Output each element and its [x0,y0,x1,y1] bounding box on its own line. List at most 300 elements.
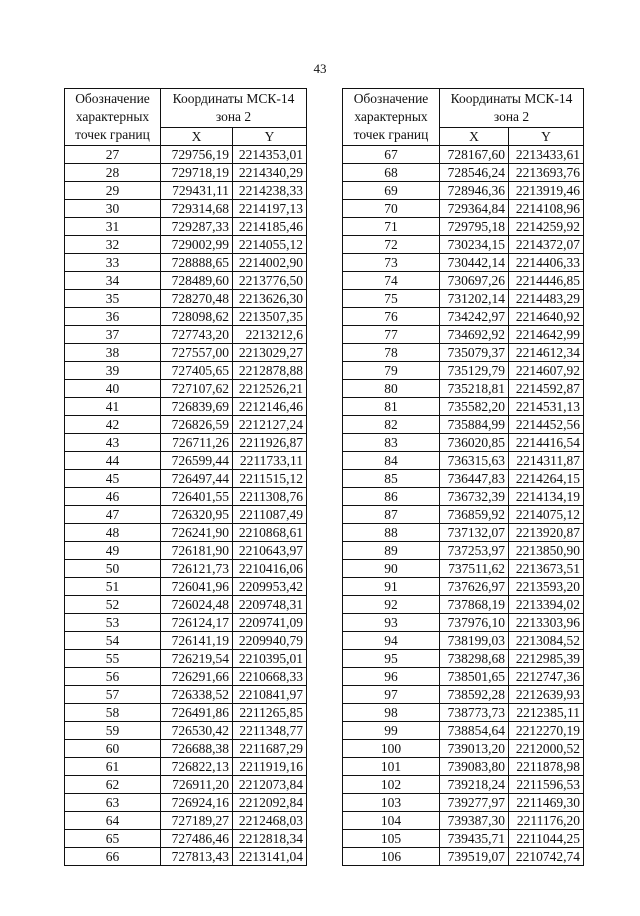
table-row [343,182,584,200]
y-coordinate-cell: 2211515,12 [233,470,307,488]
y-coordinate-cell: 2214640,92 [509,308,584,326]
y-coordinate-cell: 2214311,87 [509,452,584,470]
y-coordinate-cell: 2212639,93 [509,686,584,704]
x-coordinate-cell: 730234,15 [440,236,509,254]
x-coordinate-cell: 726711,26 [161,434,233,452]
table-row [65,596,307,614]
y-coordinate-cell: 2214197,13 [233,200,307,218]
x-coordinate-cell: 729287,33 [161,218,233,236]
x-coordinate-cell: 735884,99 [440,416,509,434]
x-coordinate-cell: 726530,42 [161,722,233,740]
point-number-cell: 92 [343,596,440,614]
table-row [343,362,584,380]
x-coordinate-cell: 736315,63 [440,452,509,470]
point-number-cell: 93 [343,614,440,632]
table-row [65,182,307,200]
y-coordinate-cell: 2213593,20 [509,578,584,596]
point-number-cell: 102 [343,776,440,794]
table-row [343,254,584,272]
table-row [343,722,584,740]
x-coordinate-cell: 736732,39 [440,488,509,506]
y-coordinate-cell: 2211687,29 [233,740,307,758]
y-coordinate-cell: 2213626,30 [233,290,307,308]
point-number-cell: 32 [65,236,161,254]
coordinates-table-right [342,88,584,866]
y-coordinate-cell: 2211596,53 [509,776,584,794]
y-coordinate-cell: 2210668,33 [233,668,307,686]
table-row [65,290,307,308]
table-row [343,344,584,362]
point-number-cell: 79 [343,362,440,380]
table-row [65,308,307,326]
y-coordinate-cell: 2214592,87 [509,380,584,398]
point-number-cell: 100 [343,740,440,758]
table-row [65,830,307,848]
table-row [343,470,584,488]
table-row [65,200,307,218]
y-coordinate-cell: 2214055,12 [233,236,307,254]
table-row [343,668,584,686]
x-coordinate-cell: 737626,97 [440,578,509,596]
page-number: 43 [313,61,327,76]
x-coordinate-cell: 726124,17 [161,614,233,632]
x-coordinate-cell: 738854,64 [440,722,509,740]
y-coordinate-cell: 2210395,01 [233,650,307,668]
x-coordinate-cell: 730442,14 [440,254,509,272]
y-coordinate-cell: 2210868,61 [233,524,307,542]
y-coordinate-cell: 2214607,92 [509,362,584,380]
table-row [343,614,584,632]
x-coordinate-cell: 736020,85 [440,434,509,452]
x-coordinate-cell: 734692,92 [440,326,509,344]
point-number-cell: 75 [343,290,440,308]
y-coordinate-cell: 2211176,20 [509,812,584,830]
y-coordinate-cell: 2210742,74 [509,848,584,866]
table-row [343,758,584,776]
point-number-cell: 78 [343,344,440,362]
x-header: X [161,128,233,146]
point-number-cell: 85 [343,470,440,488]
y-coordinate-cell: 2213433,61 [509,146,584,164]
point-number-cell: 86 [343,488,440,506]
table-row [65,632,307,650]
y-coordinate-cell: 2211044,25 [509,830,584,848]
x-coordinate-cell: 730697,26 [440,272,509,290]
table-row [343,506,584,524]
point-number-cell: 95 [343,650,440,668]
x-coordinate-cell: 726826,59 [161,416,233,434]
table-row [343,290,584,308]
point-number-cell: 96 [343,668,440,686]
y-coordinate-cell: 2214372,07 [509,236,584,254]
coordinates-header: Координаты МСК-14 зона 2 [161,89,307,128]
table-row [343,560,584,578]
y-coordinate-cell: 2214353,01 [233,146,307,164]
x-coordinate-cell: 728167,60 [440,146,509,164]
y-coordinate-cell: 2211878,98 [509,758,584,776]
point-number-cell: 103 [343,794,440,812]
y-coordinate-cell: 2214531,13 [509,398,584,416]
point-number-cell: 51 [65,578,161,596]
coordinates-table-left [64,88,307,866]
x-coordinate-cell: 739013,20 [440,740,509,758]
x-coordinate-cell: 726141,19 [161,632,233,650]
table-row [65,164,307,182]
point-number-cell: 94 [343,632,440,650]
table-row [65,416,307,434]
point-number-cell: 80 [343,380,440,398]
y-coordinate-cell: 2212000,52 [509,740,584,758]
y-coordinate-cell: 2211926,87 [233,434,307,452]
point-number-cell: 61 [65,758,161,776]
y-coordinate-cell: 2214406,33 [509,254,584,272]
y-coordinate-cell: 2214259,92 [509,218,584,236]
x-coordinate-cell: 726181,90 [161,542,233,560]
point-number-cell: 38 [65,344,161,362]
point-number-cell: 104 [343,812,440,830]
x-coordinate-cell: 727405,65 [161,362,233,380]
point-number-cell: 50 [65,560,161,578]
point-number-cell: 82 [343,416,440,434]
x-coordinate-cell: 726599,44 [161,452,233,470]
point-number-cell: 88 [343,524,440,542]
table-row [343,632,584,650]
point-number-cell: 87 [343,506,440,524]
y-coordinate-cell: 2214075,12 [509,506,584,524]
table-row [343,488,584,506]
x-coordinate-cell: 729431,11 [161,182,233,200]
x-coordinate-cell: 726024,48 [161,596,233,614]
table-row [65,434,307,452]
x-coordinate-cell: 736859,92 [440,506,509,524]
table-row [343,236,584,254]
x-coordinate-cell: 736447,83 [440,470,509,488]
y-coordinate-cell: 2209741,09 [233,614,307,632]
y-coordinate-cell: 2214002,90 [233,254,307,272]
x-coordinate-cell: 737511,62 [440,560,509,578]
x-coordinate-cell: 735582,20 [440,398,509,416]
x-header: X [440,128,509,146]
point-number-cell: 73 [343,254,440,272]
y-coordinate-cell: 2212127,24 [233,416,307,434]
table-row [65,236,307,254]
y-coordinate-cell: 2214238,33 [233,182,307,200]
x-coordinate-cell: 726911,20 [161,776,233,794]
y-coordinate-cell: 2214483,29 [509,290,584,308]
designation-header: Обозначение характерных точек границ [65,89,161,146]
x-coordinate-cell: 729795,18 [440,218,509,236]
y-coordinate-cell: 2209953,42 [233,578,307,596]
x-coordinate-cell: 727189,27 [161,812,233,830]
y-coordinate-cell: 2213084,52 [509,632,584,650]
x-coordinate-cell: 729718,19 [161,164,233,182]
point-number-cell: 59 [65,722,161,740]
point-number-cell: 47 [65,506,161,524]
y-coordinate-cell: 2212526,21 [233,380,307,398]
table-row [343,452,584,470]
point-number-cell: 99 [343,722,440,740]
x-coordinate-cell: 739387,30 [440,812,509,830]
table-row [65,524,307,542]
x-coordinate-cell: 726291,66 [161,668,233,686]
y-coordinate-cell: 2213212,6 [233,326,307,344]
y-coordinate-cell: 2212092,84 [233,794,307,812]
y-coordinate-cell: 2213141,04 [233,848,307,866]
table-row [343,704,584,722]
table-row [65,344,307,362]
x-coordinate-cell: 737253,97 [440,542,509,560]
x-coordinate-cell: 727557,00 [161,344,233,362]
x-coordinate-cell: 726688,38 [161,740,233,758]
point-number-cell: 40 [65,380,161,398]
x-coordinate-cell: 737868,19 [440,596,509,614]
point-number-cell: 43 [65,434,161,452]
table-row [65,506,307,524]
table-row [343,524,584,542]
point-number-cell: 52 [65,596,161,614]
table-row [65,686,307,704]
x-coordinate-cell: 728946,36 [440,182,509,200]
x-coordinate-cell: 729314,68 [161,200,233,218]
y-coordinate-cell: 2213693,76 [509,164,584,182]
y-coordinate-cell: 2214452,56 [509,416,584,434]
point-number-cell: 58 [65,704,161,722]
y-coordinate-cell: 2214185,46 [233,218,307,236]
point-number-cell: 53 [65,614,161,632]
y-coordinate-cell: 2211469,30 [509,794,584,812]
y-coordinate-cell: 2209940,79 [233,632,307,650]
table-row [65,758,307,776]
x-coordinate-cell: 726219,54 [161,650,233,668]
point-number-cell: 70 [343,200,440,218]
table-row [343,740,584,758]
y-coordinate-cell: 2213507,35 [233,308,307,326]
y-coordinate-cell: 2213776,50 [233,272,307,290]
x-coordinate-cell: 735129,79 [440,362,509,380]
table-row [343,218,584,236]
x-coordinate-cell: 726924,16 [161,794,233,812]
y-coordinate-cell: 2211308,76 [233,488,307,506]
table-row [65,362,307,380]
point-number-cell: 46 [65,488,161,506]
table-row [343,830,584,848]
point-number-cell: 45 [65,470,161,488]
table-row [65,578,307,596]
table-row [65,614,307,632]
y-coordinate-cell: 2213919,46 [509,182,584,200]
point-number-cell: 55 [65,650,161,668]
x-coordinate-cell: 726491,86 [161,704,233,722]
table-row [343,200,584,218]
table-row [343,776,584,794]
x-coordinate-cell: 726839,69 [161,398,233,416]
x-coordinate-cell: 726041,96 [161,578,233,596]
point-number-cell: 28 [65,164,161,182]
point-number-cell: 63 [65,794,161,812]
y-coordinate-cell: 2214612,34 [509,344,584,362]
table-row [343,542,584,560]
table-row [343,434,584,452]
table-row [65,542,307,560]
x-coordinate-cell: 739519,07 [440,848,509,866]
point-number-cell: 66 [65,848,161,866]
table-row [343,686,584,704]
y-coordinate-cell: 2212073,84 [233,776,307,794]
y-coordinate-cell: 2212747,36 [509,668,584,686]
x-coordinate-cell: 731202,14 [440,290,509,308]
x-coordinate-cell: 738773,73 [440,704,509,722]
point-number-cell: 54 [65,632,161,650]
table-row [65,722,307,740]
table-row [65,848,307,866]
y-coordinate-cell: 2211348,77 [233,722,307,740]
point-number-cell: 60 [65,740,161,758]
y-coordinate-cell: 2213394,02 [509,596,584,614]
x-coordinate-cell: 727486,46 [161,830,233,848]
point-number-cell: 77 [343,326,440,344]
y-coordinate-cell: 2211919,16 [233,758,307,776]
y-coordinate-cell: 2214446,85 [509,272,584,290]
table-row [343,650,584,668]
y-coordinate-cell: 2214340,29 [233,164,307,182]
y-header: Y [509,128,584,146]
table-row [65,470,307,488]
x-coordinate-cell: 737976,10 [440,614,509,632]
x-coordinate-cell: 729756,19 [161,146,233,164]
designation-header: Обозначение характерных точек границ [343,89,440,146]
table-row [343,380,584,398]
table-row [65,812,307,830]
x-coordinate-cell: 728489,60 [161,272,233,290]
table-row [65,146,307,164]
coordinates-header: Координаты МСК-14 зона 2 [440,89,584,128]
y-coordinate-cell: 2212270,19 [509,722,584,740]
y-header: Y [233,128,307,146]
point-number-cell: 71 [343,218,440,236]
x-coordinate-cell: 739218,24 [440,776,509,794]
y-coordinate-cell: 2210416,06 [233,560,307,578]
x-coordinate-cell: 727813,43 [161,848,233,866]
point-number-cell: 48 [65,524,161,542]
y-coordinate-cell: 2212468,03 [233,812,307,830]
point-number-cell: 31 [65,218,161,236]
x-coordinate-cell: 726338,52 [161,686,233,704]
table-row [65,488,307,506]
y-coordinate-cell: 2213673,51 [509,560,584,578]
table-row [65,794,307,812]
point-number-cell: 35 [65,290,161,308]
y-coordinate-cell: 2214264,15 [509,470,584,488]
table-row [343,272,584,290]
y-coordinate-cell: 2212385,11 [509,704,584,722]
x-coordinate-cell: 739435,71 [440,830,509,848]
x-coordinate-cell: 728270,48 [161,290,233,308]
x-coordinate-cell: 739083,80 [440,758,509,776]
table-row [343,596,584,614]
x-coordinate-cell: 738501,65 [440,668,509,686]
x-coordinate-cell: 726401,55 [161,488,233,506]
x-coordinate-cell: 726121,73 [161,560,233,578]
table-row [343,848,584,866]
point-number-cell: 76 [343,308,440,326]
table-row [343,794,584,812]
point-number-cell: 57 [65,686,161,704]
x-coordinate-cell: 738199,03 [440,632,509,650]
y-coordinate-cell: 2213850,90 [509,542,584,560]
point-number-cell: 44 [65,452,161,470]
point-number-cell: 34 [65,272,161,290]
y-coordinate-cell: 2213303,96 [509,614,584,632]
point-number-cell: 72 [343,236,440,254]
point-number-cell: 36 [65,308,161,326]
point-number-cell: 27 [65,146,161,164]
point-number-cell: 65 [65,830,161,848]
point-number-cell: 89 [343,542,440,560]
point-number-cell: 67 [343,146,440,164]
table-row [65,218,307,236]
point-number-cell: 84 [343,452,440,470]
x-coordinate-cell: 728546,24 [440,164,509,182]
x-coordinate-cell: 726320,95 [161,506,233,524]
y-coordinate-cell: 2212818,34 [233,830,307,848]
y-coordinate-cell: 2210841,97 [233,686,307,704]
point-number-cell: 98 [343,704,440,722]
point-number-cell: 91 [343,578,440,596]
table-row [343,164,584,182]
table-row [343,326,584,344]
y-coordinate-cell: 2212878,88 [233,362,307,380]
point-number-cell: 101 [343,758,440,776]
y-coordinate-cell: 2211265,85 [233,704,307,722]
y-coordinate-cell: 2214416,54 [509,434,584,452]
point-number-cell: 41 [65,398,161,416]
x-coordinate-cell: 738298,68 [440,650,509,668]
table-row [343,416,584,434]
x-coordinate-cell: 727743,20 [161,326,233,344]
y-coordinate-cell: 2213920,87 [509,524,584,542]
x-coordinate-cell: 727107,62 [161,380,233,398]
table-row [65,380,307,398]
table-row [65,740,307,758]
point-number-cell: 37 [65,326,161,344]
x-coordinate-cell: 729364,84 [440,200,509,218]
y-coordinate-cell: 2214108,96 [509,200,584,218]
x-coordinate-cell: 728098,62 [161,308,233,326]
point-number-cell: 29 [65,182,161,200]
point-number-cell: 39 [65,362,161,380]
table-row [343,146,584,164]
y-coordinate-cell: 2214642,99 [509,326,584,344]
point-number-cell: 74 [343,272,440,290]
point-number-cell: 49 [65,542,161,560]
x-coordinate-cell: 735218,81 [440,380,509,398]
x-coordinate-cell: 726241,90 [161,524,233,542]
x-coordinate-cell: 738592,28 [440,686,509,704]
point-number-cell: 106 [343,848,440,866]
x-coordinate-cell: 739277,97 [440,794,509,812]
y-coordinate-cell: 2213029,27 [233,344,307,362]
point-number-cell: 56 [65,668,161,686]
point-number-cell: 68 [343,164,440,182]
table-row [343,578,584,596]
table-row [65,398,307,416]
y-coordinate-cell: 2209748,31 [233,596,307,614]
table-row [65,650,307,668]
point-number-cell: 90 [343,560,440,578]
y-coordinate-cell: 2214134,19 [509,488,584,506]
table-row [65,254,307,272]
y-coordinate-cell: 2211087,49 [233,506,307,524]
